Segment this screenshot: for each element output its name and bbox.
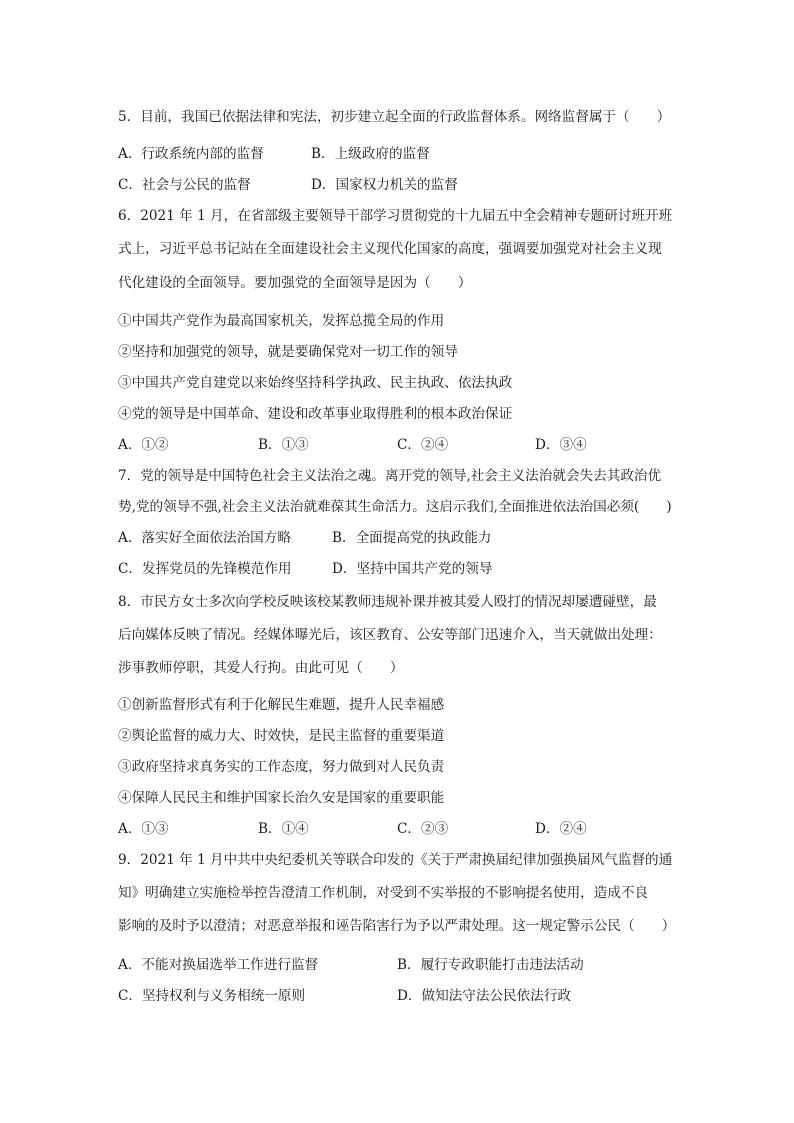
q6-statement-4: ④党的领导是中国革命、建设和改革事业取得胜利的根本政治保证 <box>118 406 513 422</box>
q8-option-d: D．②④ <box>535 821 587 837</box>
q5-option-b: B．上级政府的监督 <box>311 146 430 162</box>
q8-statement-2: ②舆论监督的威力大、时效快，是民主监督的重要渠道 <box>118 728 445 744</box>
q6-stem-line-3: 代化建设的全面领导。要加强党的全面领导是因为（ ） <box>118 275 472 291</box>
q7-option-d: D．坚持中国共产党的领导 <box>332 561 493 577</box>
q7-option-b: B．全面提高党的执政能力 <box>332 530 492 546</box>
q9-option-c: C．坚持权利与义务相统一原则 <box>118 988 306 1004</box>
q8-stem-line-3: 涉事教师停职，其爱人行拘。由此可见（ ） <box>118 660 404 676</box>
q8-option-b: B．①④ <box>258 821 309 837</box>
q5-stem: 5．目前，我国已依据法律和宪法，初步建立起全面的行政监督体系。网络监督属于（ ） <box>118 109 671 125</box>
q9-stem-line-3: 影响的及时予以澄清；对恶意举报和诬告陷害行为予以严肃处理。这一规定警示公民（ ） <box>118 918 676 934</box>
q6-statement-2: ②坚持和加强党的领导，就是要确保党对一切工作的领导 <box>118 344 458 360</box>
q6-option-c: C．②④ <box>397 437 449 453</box>
q9-stem-line-1: 9．2021 年 1 月中共中央纪委机关等联合印发的《关于严肃换届纪律加强换届风气监督的通 <box>118 852 673 868</box>
q6-statement-1: ①中国共产党作为最高国家机关，发挥总揽全局的作用 <box>118 313 445 329</box>
q6-option-d: D．③④ <box>535 437 587 453</box>
q5-option-d: D．国家权力机关的监督 <box>311 177 458 193</box>
q8-statement-3: ③政府坚持求真务实的工作态度，努力做到对人民负责 <box>118 759 445 775</box>
q7-option-c: C．发挥党员的先锋模范作用 <box>118 561 292 577</box>
q8-stem-line-1: 8．市民方女士多次向学校反映该校某教师违规补课并被其爱人殴打的情况却屡遭碰壁，最 <box>118 594 657 610</box>
q6-option-b: B．①③ <box>258 437 309 453</box>
q6-stem-line-2: 式上，习近平总书记站在全面建设社会主义现代化国家的高度，强调要加强党对社会主义现 <box>118 241 662 257</box>
q6-statement-3: ③中国共产党自建党以来始终坚持科学执政、民主执政、依法执政 <box>118 375 513 391</box>
q8-stem-line-2: 后向媒体反映了情况。经媒体曝光后，该区教育、公安等部门迅速介入，当天就做出处理： <box>118 627 662 643</box>
q8-option-a: A．①③ <box>118 821 169 837</box>
q7-stem-line-2: 势,党的领导不强,社会主义法治就难葆其生命活力。这启示我们,全面推进依法治国必须( ) <box>118 499 672 515</box>
q9-option-a: A．不能对换届选举工作进行监督 <box>118 957 319 973</box>
q7-stem-line-1: 7．党的领导是中国特色社会主义法治之魂。离开党的领导,社会主义法治就会失去其政治优 <box>118 468 662 484</box>
q7-option-a: A．落实好全面依法治国方略 <box>118 530 291 546</box>
q6-option-a: A．①② <box>118 437 169 453</box>
q8-option-c: C．②③ <box>397 821 449 837</box>
q9-stem-line-2: 知》明确建立实施检举控告澄清工作机制，对受到不实举报的不影响提名使用，造成不良 <box>118 885 649 901</box>
q5-option-a: A．行政系统内部的监督 <box>118 146 264 162</box>
q8-statement-1: ①创新监督形式有利于化解民生难题，提升人民幸福感 <box>118 697 445 713</box>
q9-option-b: B．履行专政职能打击违法活动 <box>397 957 584 973</box>
q5-option-c: C．社会与公民的监督 <box>118 177 251 193</box>
q8-statement-4: ④保障人民民主和维护国家长治久安是国家的重要职能 <box>118 790 445 806</box>
q9-option-d: D．做知法守法公民依法行政 <box>397 988 572 1004</box>
q6-stem-line-1: 6．2021 年 1 月，在省部级主要领导干部学习贯彻党的十九届五中全会精神专题研讨班开班 <box>118 208 673 224</box>
